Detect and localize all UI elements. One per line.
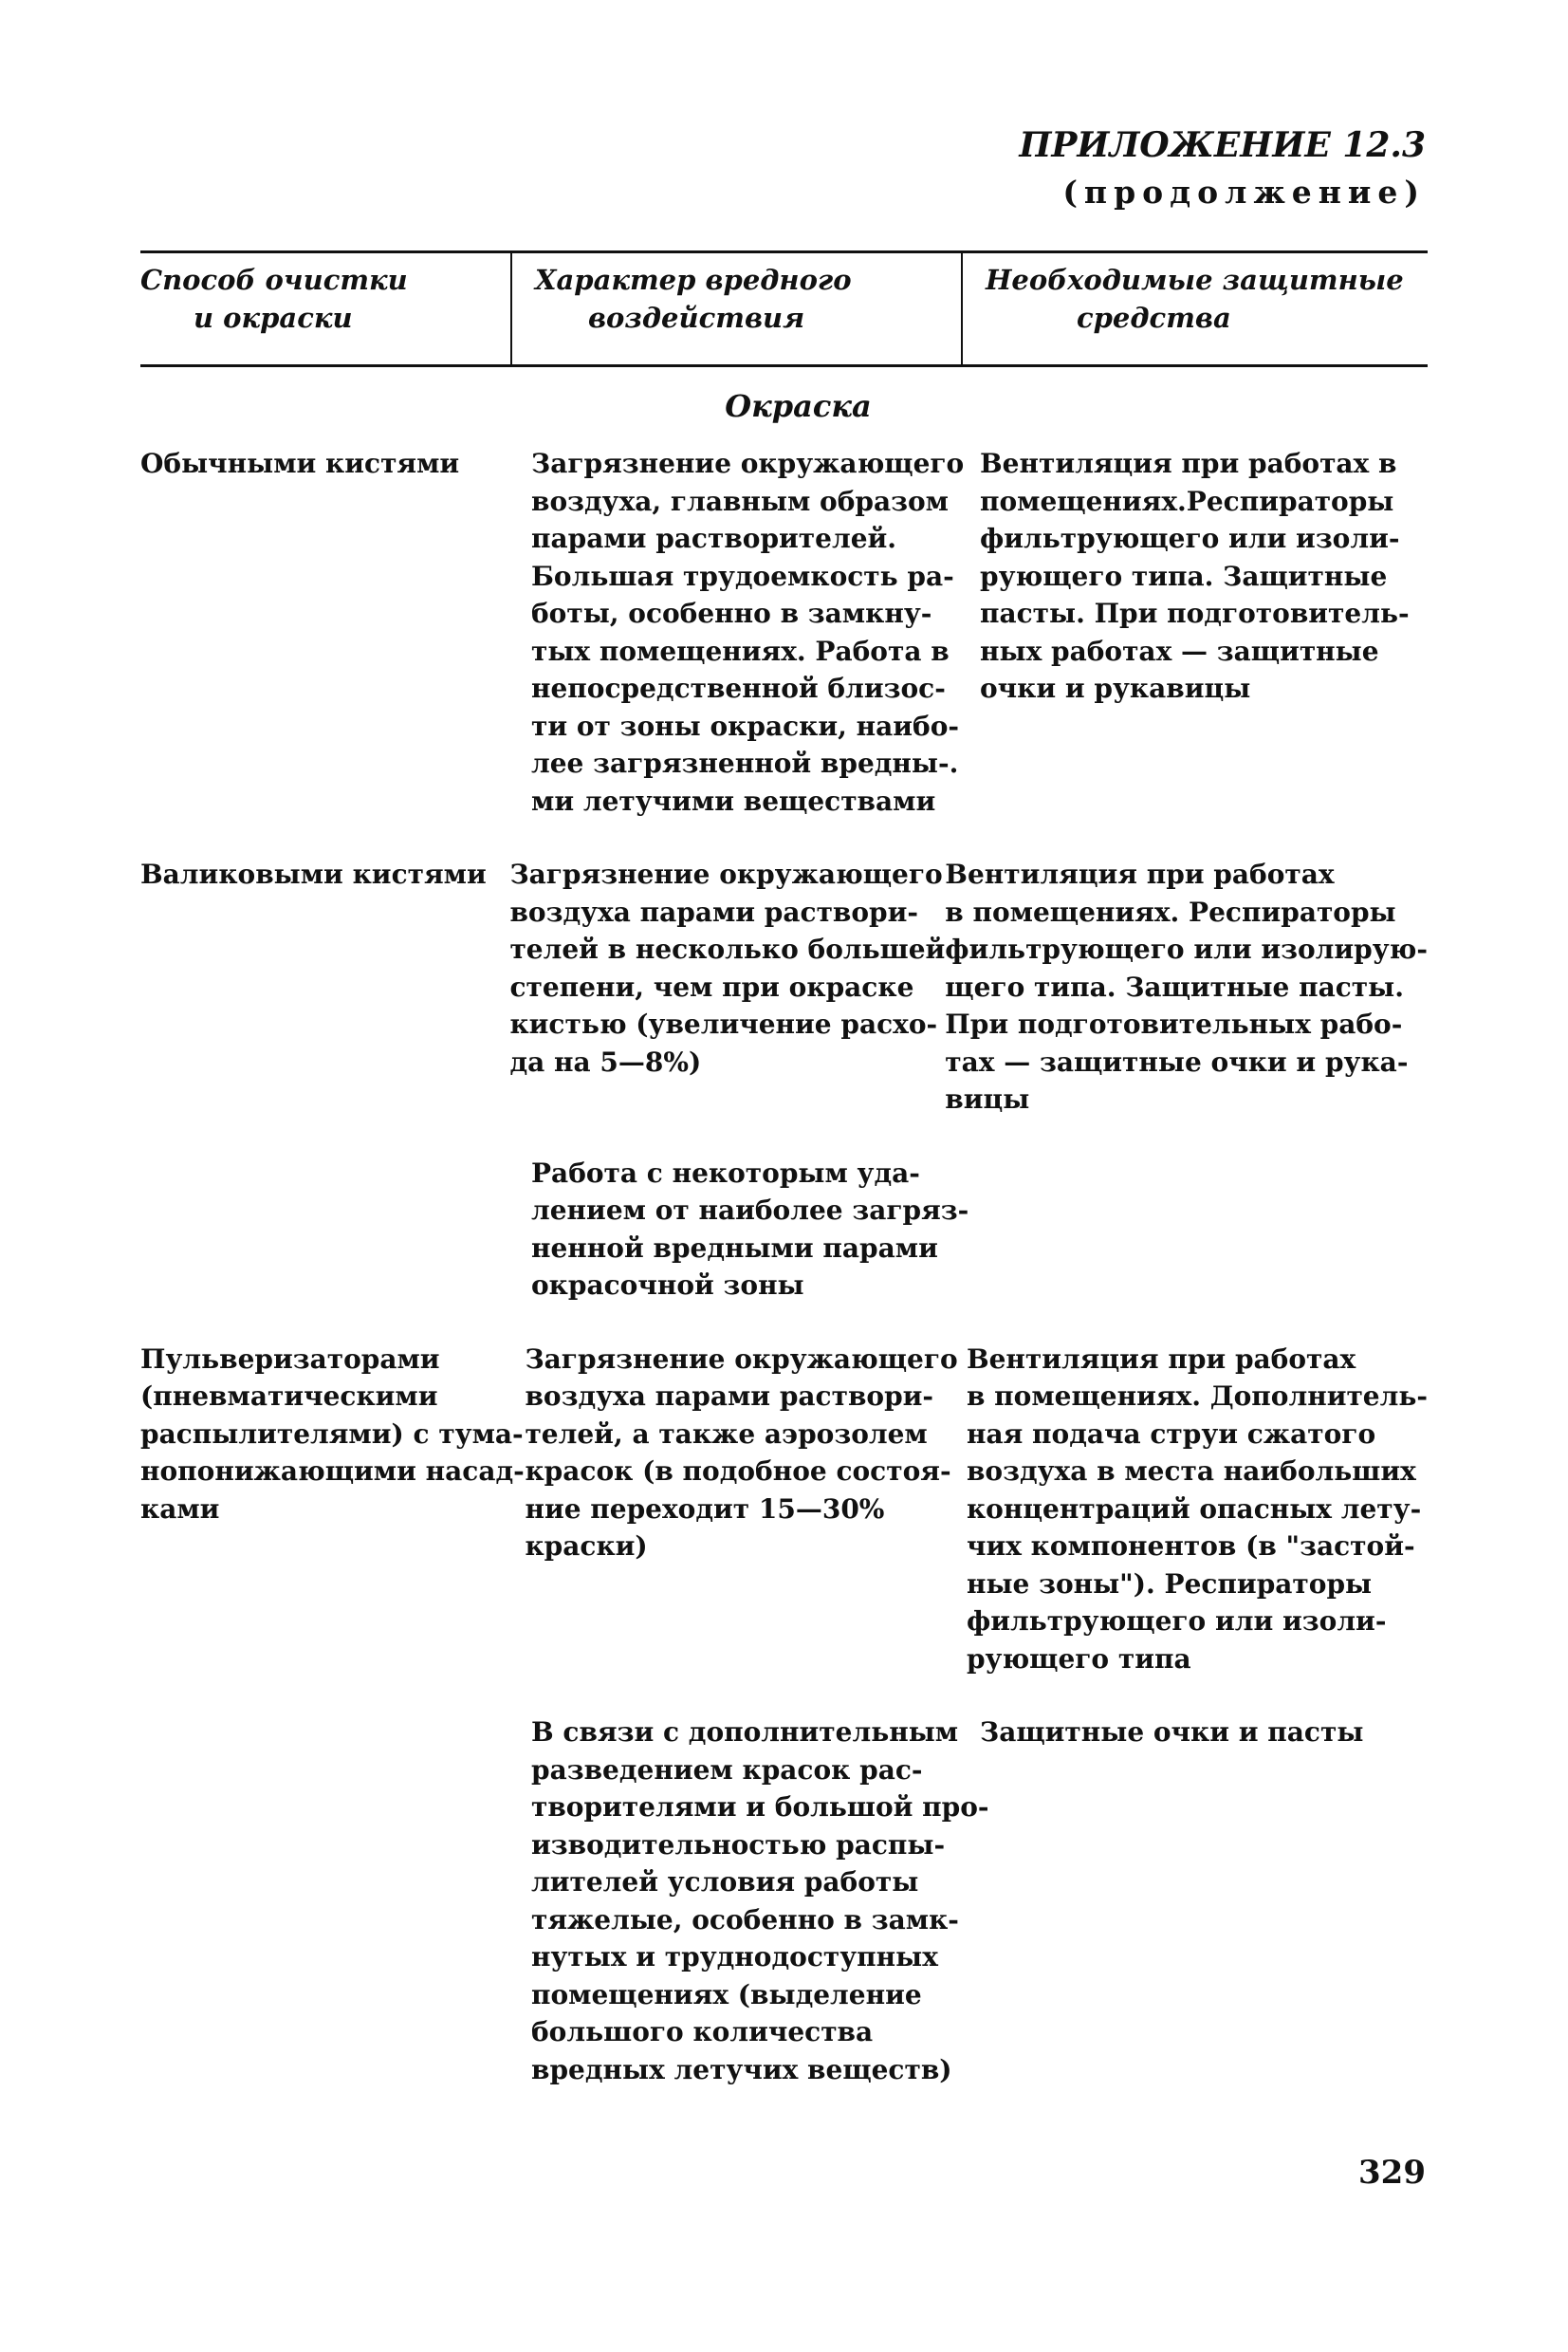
protection-table: [140, 250, 1428, 2088]
header-hazard-line-1: Характер вредного: [535, 264, 852, 296]
page-number: 329: [1358, 2154, 1426, 2192]
cell-hazard-line: большого количества: [531, 2016, 874, 2047]
cell-protection-line: концентраций опасных лету-: [966, 1492, 1422, 1525]
cell-hazard: [531, 1155, 980, 1305]
cell-protection: [980, 1155, 1428, 1305]
cell-protection-line: ных работах — защитные: [980, 635, 1379, 667]
cell-hazard-line: телей в несколько большей: [509, 934, 946, 965]
cell-method: [140, 1341, 525, 1678]
cell-hazard-line: окрасочной зоны: [531, 1269, 804, 1301]
cell-method: [140, 1713, 531, 2088]
cell-protection: [980, 445, 1428, 820]
cell-hazard-line: краски): [525, 1530, 648, 1562]
cell-hazard-line: помещениях (выделение: [531, 1978, 922, 2010]
header-hazard: [510, 253, 961, 364]
cell-hazard: [525, 1341, 967, 1678]
cell-hazard-line: да на 5—8%): [509, 1046, 702, 1078]
table-row: [140, 1155, 1428, 1305]
cell-protection-line: Вентиляция при работах: [966, 1343, 1356, 1375]
cell-method-line: нопонижающими насад-: [140, 1455, 525, 1487]
cell-hazard-line: Загрязнение окружающего: [531, 448, 965, 479]
cell-hazard-line: тяжелые, особенно в замк-: [531, 1903, 959, 1935]
cell-protection-line: ная подача струи сжатого: [966, 1417, 1376, 1450]
cell-protection-line: рующего типа. Защитные: [980, 560, 1388, 592]
cell-protection-line: пасты. При подготовитель-: [980, 598, 1410, 629]
cell-hazard-line: ми летучими веществами: [531, 785, 936, 817]
cell-protection-line: При подготовительных рабо-: [945, 1009, 1403, 1040]
cell-hazard-line: ние переходит 15—30%: [525, 1492, 885, 1525]
cell-hazard-line: лителей условия работы: [531, 1866, 919, 1898]
cell-protection-line: очки и рукавицы: [980, 673, 1251, 704]
cell-hazard-line: Большая трудоемкость ра-: [531, 560, 954, 592]
cell-hazard: [531, 1713, 989, 2088]
cell-hazard-line: тых помещениях. Работа в: [531, 635, 950, 667]
appendix-heading: [1019, 121, 1426, 216]
cell-protection-line: тах — защитные очки и рука-: [945, 1046, 1409, 1078]
cell-hazard-line: изводительностью распы-: [531, 1828, 946, 1861]
cell-hazard-line: Загрязнение окружающего: [509, 859, 943, 890]
cell-protection-line: фильтрующего или изоли-: [980, 523, 1400, 554]
header-method-line-2: и окраски: [194, 302, 353, 334]
cell-method-line: ками: [140, 1492, 220, 1525]
cell-protection-line: в помещениях. Дополнитель-: [966, 1380, 1428, 1412]
header-method: [140, 253, 510, 364]
appendix-continuation: (продолжение): [1062, 174, 1426, 211]
cell-protection-line: рующего типа: [966, 1642, 1191, 1675]
cell-hazard-line: разведением красок рас-: [531, 1753, 923, 1786]
cell-hazard-line: парами растворителей.: [531, 523, 897, 554]
cell-hazard-line: телей, а также аэрозолем: [525, 1417, 928, 1450]
cell-method-line: Обычными кистями: [140, 448, 460, 479]
cell-protection-line: ные зоны"). Респираторы: [966, 1567, 1373, 1600]
cell-protection: [945, 856, 1428, 1119]
cell-hazard-line: лее загрязненной вредны-.: [531, 748, 959, 779]
cell-protection-line: воздуха в места наибольших: [966, 1455, 1416, 1487]
cell-hazard: [509, 856, 945, 1119]
cell-hazard-line: В связи с дополнительным: [531, 1716, 959, 1748]
cell-protection-line: в помещениях. Респираторы: [945, 896, 1396, 928]
header-protection: [961, 253, 1428, 364]
table-row: [140, 856, 1428, 1119]
cell-method-line: Валиковыми кистями: [140, 859, 487, 890]
cell-method-line: Пульверизаторами: [140, 1343, 440, 1375]
cell-hazard-line: нутых и труднодоступных: [531, 1941, 938, 1972]
cell-protection-line: Вентиляция при работах: [945, 859, 1335, 890]
section-title: Окраска: [725, 388, 872, 424]
cell-hazard-line: непосредственной близос-: [531, 673, 946, 704]
header-protection-line-1: Необходимые защитные: [986, 264, 1404, 296]
cell-hazard-line: творителями и большой про-: [531, 1791, 989, 1823]
table-row: [140, 445, 1428, 820]
header-method-line-1: Способ очистки: [140, 264, 408, 296]
cell-hazard-line: степени, чем при окраске: [509, 971, 914, 1003]
cell-protection-line: Вентиляция при работах в: [980, 448, 1397, 479]
cell-hazard-line: вредных летучих веществ): [531, 2053, 952, 2085]
cell-hazard-line: лением от наиболее загряз-: [531, 1195, 969, 1226]
cell-hazard-line: воздуха парами раствори-: [509, 896, 919, 928]
cell-protection-line: фильтрующего или изоли-: [966, 1605, 1387, 1637]
table-body: [140, 445, 1428, 2088]
cell-protection-line: вицы: [945, 1083, 1030, 1115]
cell-hazard-line: воздуха, главным образом: [531, 485, 949, 517]
cell-method-line: распылителями) с тума-: [140, 1417, 524, 1450]
cell-method-line: (пневматическими: [140, 1380, 438, 1412]
cell-hazard-line: ти от зоны окраски, наибо-: [531, 710, 960, 742]
header-protection-line-2: средства: [1077, 302, 1231, 334]
cell-protection-line: помещениях.Респираторы: [980, 485, 1394, 517]
cell-hazard-line: ненной вредными парами: [531, 1232, 938, 1264]
cell-hazard-line: кистью (увеличение расхо-: [509, 1009, 938, 1040]
cell-hazard: [531, 445, 980, 820]
cell-protection-line: Защитные очки и пасты: [980, 1716, 1364, 1748]
cell-protection-line: фильтрующего или изолирую-: [945, 934, 1428, 965]
table-row: [140, 1341, 1428, 1678]
cell-protection: [967, 1341, 1428, 1678]
cell-method: [140, 856, 509, 1119]
cell-hazard-line: воздуха парами раствори-: [525, 1380, 934, 1412]
cell-method: [140, 445, 531, 820]
cell-method: [140, 1155, 531, 1305]
cell-protection: [980, 1713, 1428, 2088]
cell-protection-line: чих компонентов (в "застой-: [966, 1530, 1415, 1562]
header-hazard-line-2: воздействия: [588, 302, 805, 334]
table-header: [140, 253, 1428, 367]
table-row: [140, 1713, 1428, 2088]
cell-hazard-line: боты, особенно в замкну-: [531, 598, 932, 629]
cell-hazard-line: Работа с некоторым уда-: [531, 1157, 920, 1189]
appendix-title: ПРИЛОЖЕНИЕ 12.3: [1019, 125, 1426, 165]
cell-protection-line: щего типа. Защитные пасты.: [945, 971, 1404, 1003]
cell-hazard-line: Загрязнение окружающего: [525, 1343, 958, 1375]
cell-hazard-line: красок (в подобное состоя-: [525, 1455, 951, 1487]
